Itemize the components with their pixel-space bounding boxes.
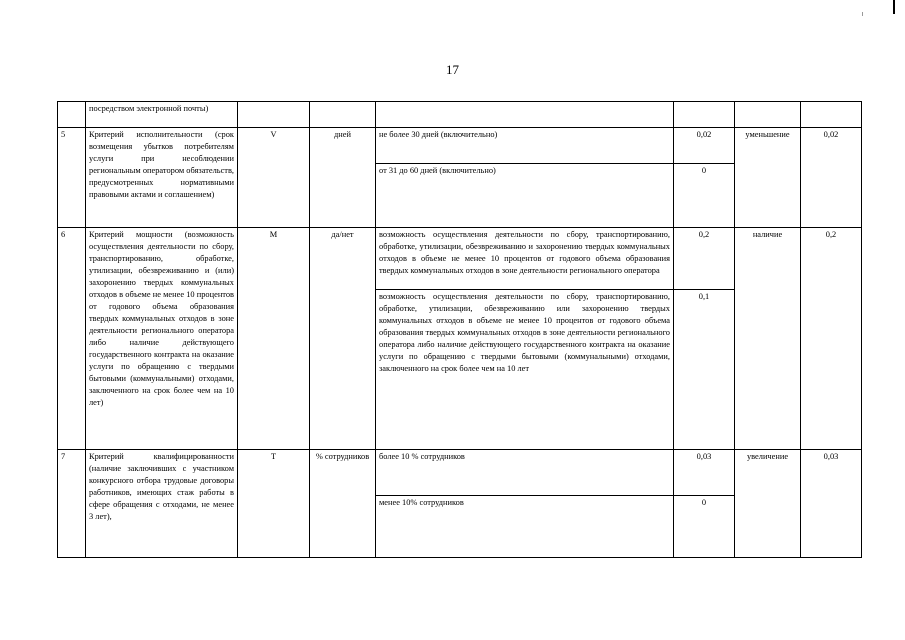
criterion-name: Критерий квалифицированности (наличие заключивших с участником конкурсного отбора трудовые договоры работников, имеющих стаж работы в сфере обращения с отходами, не менее 3 лет), bbox=[86, 450, 238, 558]
criterion-direction: уменьшение bbox=[735, 128, 801, 228]
condition-text: возможность осуществления деятельности по сбору, транспортированию, обработке, утилизации, обезвреживанию или захоронению твердых коммунальных отходов в объеме не менее 10 процентов от годового объема образования твердых коммунальных отходов в зоне деятельности регионального оператора либо наличие действующего государственного контракта на оказание услуги по обращению с твердыми бытовыми (коммунальными) отходами, заключенного на срок более чем на 10 лет bbox=[376, 290, 674, 450]
condition-value: 0,03 bbox=[674, 450, 735, 496]
criterion-name: Критерий исполнительности (срок возмещения убытков потребителям услуги при несоблюдении региональным оператором обязательств, предусмотренных нормативными правовыми актами и соглашением) bbox=[86, 128, 238, 228]
condition-text: более 10 % сотрудников bbox=[376, 450, 674, 496]
criterion-symbol: M bbox=[238, 228, 310, 450]
criterion-number: 6 bbox=[58, 228, 86, 450]
criterion-weight: 0,03 bbox=[801, 450, 862, 558]
condition-value: 0 bbox=[674, 164, 735, 228]
condition-value: 0 bbox=[674, 496, 735, 558]
cell-num-empty bbox=[58, 102, 86, 128]
condition-value: 0,02 bbox=[674, 128, 735, 164]
condition-text: возможность осуществления деятельности по сбору, транспортированию, обработке, утилизации, обезвреживанию и захоронению твердых коммунальных отходов в объеме не менее 10 процентов от годового объема образования твердых коммунальных отходов в зоне деятельности регионального оператора bbox=[376, 228, 674, 290]
criterion-unit: дней bbox=[310, 128, 376, 228]
scan-speck bbox=[862, 12, 863, 16]
condition-value: 0,1 bbox=[674, 290, 735, 450]
table-row bbox=[58, 228, 862, 290]
criterion-unit: да/нет bbox=[310, 228, 376, 450]
condition-value: 0,2 bbox=[674, 228, 735, 290]
cell-empty bbox=[735, 102, 801, 128]
table-row bbox=[58, 128, 862, 164]
condition-text: менее 10% сотрудников bbox=[376, 496, 674, 558]
table-row bbox=[58, 450, 862, 496]
cell-empty bbox=[310, 102, 376, 128]
criterion-direction: увеличение bbox=[735, 450, 801, 558]
criterion-symbol: T bbox=[238, 450, 310, 558]
criterion-direction: наличие bbox=[735, 228, 801, 450]
criterion-number: 7 bbox=[58, 450, 86, 558]
criterion-name: Критерий мощности (возможность осуществления деятельности по сбору, транспортированию, обработке, утилизации, обезвреживанию и (или) захоронению твердых коммунальных отходов в объеме не менее 10 процентов от годового объема образования твердых коммунальных отходов в зоне деятельности регионального оператора либо наличие действующего государственного контракта на оказание услуги по обращению с твердыми бытовыми (коммунальными) отходами, заключенного на срок более чем на 10 лет) bbox=[86, 228, 238, 450]
criterion-weight: 0,2 bbox=[801, 228, 862, 450]
scan-mark bbox=[893, 0, 895, 14]
cell-empty bbox=[674, 102, 735, 128]
cell-empty bbox=[238, 102, 310, 128]
table-row-continuation bbox=[58, 102, 862, 128]
criterion-number: 5 bbox=[58, 128, 86, 228]
cell-continuation-text: посредством электронной почты) bbox=[86, 102, 238, 128]
criterion-symbol: V bbox=[238, 128, 310, 228]
criterion-weight: 0,02 bbox=[801, 128, 862, 228]
condition-text: от 31 до 60 дней (включительно) bbox=[376, 164, 674, 228]
cell-empty bbox=[376, 102, 674, 128]
criterion-unit: % сотрудников bbox=[310, 450, 376, 558]
criteria-table bbox=[57, 101, 862, 558]
condition-text: не более 30 дней (включительно) bbox=[376, 128, 674, 164]
page-number: 17 bbox=[446, 62, 459, 77]
cell-empty bbox=[801, 102, 862, 128]
